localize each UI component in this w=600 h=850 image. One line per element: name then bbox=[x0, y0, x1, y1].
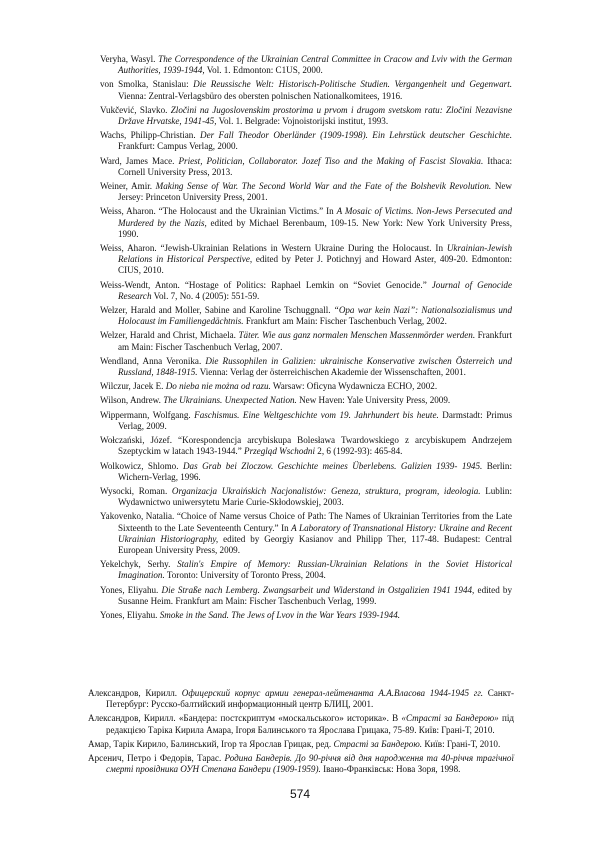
bibliography-entry bbox=[100, 54, 512, 76]
entry-details: Berlin: Wichern-Verlag, 1996. bbox=[118, 460, 513, 482]
entry-title: Täter. Wie aus ganz normalen Menschen Massenmörder werden. bbox=[238, 330, 476, 341]
entry-author: Vukčević, Slavko. bbox=[100, 104, 168, 115]
bibliography-entry bbox=[100, 511, 512, 556]
bibliography-entry bbox=[100, 461, 512, 483]
entry-author: Weiss-Wendt, Anton. “Hostage of Politics: Raphael Lemkin on “Soviet Genocide.” bbox=[100, 279, 427, 290]
entry-title: Die Russophilen in Galizien: ukrainische Konservative zwischen Österreich und Russland, 1848-1915. bbox=[118, 355, 512, 378]
bibliography-entry bbox=[100, 181, 512, 203]
bibliography-entry bbox=[88, 739, 514, 750]
entry-details: edited by Susanne Heim. Frankfurt am Main: Fischer Taschenbuch Verlag, 1999. bbox=[118, 584, 513, 606]
entry-author: Wolkowicz, Shlomo. bbox=[100, 460, 179, 471]
entry-author: Ward, James Mace. bbox=[100, 155, 175, 166]
entry-details: edited by Peter J. Potichnyj and Howard Aster, 409-20. Edmonton: CIUS, 2010. bbox=[118, 254, 512, 276]
bibliography-entry bbox=[100, 206, 512, 240]
entry-author: Weiss, Aharon. “Jewish-Ukrainian Relations in Western Ukraine During the Holocaust. In bbox=[100, 243, 443, 254]
entry-details: Darmstadt: Primus Verlag, 2009. bbox=[118, 409, 512, 431]
entry-details: Ithaca: Cornell University Press, 2013. bbox=[118, 155, 513, 177]
entry-title: Ukrainian-Jewish Relations in Historical Perspective, bbox=[118, 243, 513, 265]
bibliography-entry bbox=[100, 130, 512, 152]
bibliography-entry bbox=[100, 585, 512, 607]
entry-title: «Страсті за Бандерою» bbox=[401, 713, 499, 724]
entry-details: Vol. 1. Belgrade: Vojnoistorijski institut, 1993. bbox=[218, 116, 389, 127]
entry-author: Yakovenko, Natalia. “Choice of Name versus Choice of Path: The Names of Ukrainian Territories from the Late Sixteenth to the Late Seventeenth Century.” In bbox=[100, 511, 512, 533]
bibliography-entry bbox=[100, 243, 512, 277]
entry-author: Veryha, Wasyl. bbox=[100, 54, 156, 64]
bibliography-entry bbox=[100, 435, 512, 457]
page-number: 574 bbox=[289, 787, 311, 801]
bibliography-entry bbox=[100, 610, 512, 621]
entry-author: Wilczur, Jacek E. bbox=[100, 381, 164, 392]
entry-details: Vol. 7, No. 4 (2005): 551-59. bbox=[153, 290, 260, 301]
entry-author: Wippermann, Wolfgang. bbox=[100, 409, 191, 420]
entry-details: Vol. 1. Edmonton: C1US, 2000. bbox=[206, 65, 323, 76]
entry-title: The Ukrainians. Unexpected Nation. bbox=[163, 395, 297, 406]
entry-title: Przegląd Wschodni bbox=[244, 446, 316, 457]
entry-title: Das Grab bei Zloczow. Geschichte meines Überlebens. Galizien 1939- 1945. bbox=[182, 460, 483, 471]
entry-author: Welzer, Harald and Moller, Sabine and Karoline Tschuggnall. bbox=[100, 305, 331, 316]
entry-details: Івано-Франківськ: Нова Зоря, 1998. bbox=[323, 764, 461, 775]
bibliography-cyrillic bbox=[88, 688, 514, 778]
entry-details: edited by Georgiy Kasianov and Philipp Ther, 117-48. Budapest: Central European University Press, 2009. bbox=[118, 533, 512, 555]
entry-title: Stalin's Empire of Memory: Russian-Ukrainian Relations in the Soviet Historical Imagination. bbox=[118, 559, 512, 581]
entry-details: New Jersey: Princeton University Press, 2001. bbox=[118, 181, 512, 203]
entry-details: Vienna: Verlag der österreichischen Akademie der Wissenschaften, 2001. bbox=[199, 367, 466, 378]
entry-author: Weiner, Amir. bbox=[100, 181, 153, 192]
bibliography-entry bbox=[100, 356, 512, 378]
bibliography-entry bbox=[88, 713, 514, 735]
entry-details: edited by Michael Berenbaum, 109-15. New York: New York University Press, 1990. bbox=[118, 217, 512, 239]
entry-details: Toronto: University of Toronto Press, 2004. bbox=[166, 570, 326, 581]
entry-author: Welzer, Harald and Christ, Michaela. bbox=[100, 330, 236, 341]
entry-details: Frankfurt: Campus Verlag, 2000. bbox=[118, 141, 238, 152]
bibliography-entry bbox=[100, 305, 512, 327]
entry-title: Die Reussische Welt: Historisch-Politische Studien. Vergangenheit und Gegenwart. bbox=[193, 79, 513, 90]
entry-author: Арсенич, Петро і Федорів, Тарас. bbox=[88, 753, 222, 764]
entry-title: Страсті за Бандерою. bbox=[333, 738, 423, 749]
entry-title: Der Fall Theodor Oberländer (1909-1998). Ein Lehrstück deutscher Geschichte. bbox=[200, 130, 512, 141]
bibliography-entry bbox=[100, 280, 512, 302]
entry-author: Yones, Eliyahu. bbox=[100, 609, 158, 620]
bibliography-entry bbox=[88, 688, 514, 710]
entry-title: The Correspondence of the Ukrainian Central Committee in Cracow and Lviv with the German Authorities, 1939-1944, bbox=[118, 54, 512, 76]
bibliography-entry bbox=[100, 79, 512, 101]
entry-title: A Laboratory of Transnational History: Ukraine and Recent Ukrainian Historiography, bbox=[118, 522, 512, 544]
entry-author: Wilson, Andrew. bbox=[100, 395, 161, 406]
entry-author: Александров, Кирилл. «Бандера: постскриптум «москальського» историка». В bbox=[88, 713, 399, 724]
entry-details: New Haven: Yale University Press, 2009. bbox=[299, 395, 451, 406]
bibliography-entry bbox=[100, 156, 512, 178]
entry-details: під редакцією Таріка Кирила Амара, Ігоря Балинського та Ярослава Грицака, 75-89. Київ: Грані-Т, 2010. bbox=[106, 713, 514, 735]
entry-title: A Mosaic of Victims. Non-Jews Persecuted and Murdered by the Nazis, bbox=[118, 206, 512, 228]
entry-details: Frankfurt am Main: Fischer Taschenbuch Verlag, 2002. bbox=[245, 316, 447, 327]
entry-author: Wendland, Anna Veronika. bbox=[100, 355, 202, 366]
entry-details: Київ: Грані-Т, 2010. bbox=[424, 738, 501, 749]
entry-title: Organizacja Ukraińskich Nacjonalistów: Geneza, struktura, program, ideologia. bbox=[171, 485, 481, 496]
bibliography-entry bbox=[100, 410, 512, 432]
entry-author: Wachs, Philipp-Christian. bbox=[100, 130, 196, 141]
entry-details: Warsaw: Oficyna Wydawnicza ECHO, 2002. bbox=[272, 381, 438, 392]
bibliography-entry bbox=[100, 381, 512, 392]
entry-author: von Smolka, Stanislau: bbox=[100, 79, 189, 90]
entry-author: Yekelchyk, Serhy. bbox=[100, 559, 171, 570]
bibliography-entry bbox=[100, 105, 512, 127]
bibliography-entry bbox=[100, 486, 512, 508]
entry-title: Родина Бандерів. До 90-річчя від дня народження та 40-річчя трагічної смерті провідника ОУН Степана Бандери (1909-1959). bbox=[106, 753, 514, 775]
entry-title: Do niebа nie można od razu. bbox=[165, 381, 271, 392]
bibliography-entry bbox=[100, 395, 512, 406]
entry-author: Wołczański, Józef. “Korespondencja arcybiskupa Bolesława Twardowskiego z arcybiskupem Andrzejem Szeptyckim w latach 1943-1944.” bbox=[100, 435, 512, 457]
entry-details: Санкт-Петербург: Русско-балтийский информационный центр БЛИЦ, 2001. bbox=[106, 688, 515, 710]
entry-details: Frankfurt am Main: Fischer Taschenbuch Verlag, 2007. bbox=[118, 330, 512, 352]
entry-title: Making Sense of War. The Second World War and the Fate of the Bolshevik Revolution. bbox=[155, 181, 492, 192]
entry-author: Weiss, Aharon. “The Holocaust and the Ukrainian Victims.” In bbox=[100, 206, 334, 217]
entry-title: Офицерский корпус армии генерал-лейтенанта А.А.Власова 1944-1945 гг. bbox=[181, 688, 484, 698]
entry-author: Yones, Eliyahu. bbox=[100, 584, 159, 595]
entry-title: Zločini na Jugoslovenskim prostorima u prvom i drugom svetskom ratu: Zločini Nezavisne Države Hrvatske, 1941-45, bbox=[118, 104, 512, 127]
entry-title: Faschismus. Eine Weltgeschichte vom 19. Jahrhundert bis heute. bbox=[194, 409, 439, 420]
bibliography-entry bbox=[100, 559, 512, 581]
entry-title: Die Straße nach Lemberg. Zwangsarbeit und Widerstand in Ostgalizien 1941 1944, bbox=[161, 584, 475, 595]
entry-details: 2, 6 (1992-93): 465-84. bbox=[317, 446, 403, 457]
entry-author: Wysocki, Roman. bbox=[100, 485, 168, 496]
entry-details: Lublin: Wydawnictwo uniwersytetu Marie Curie-Skłodowskiej, 2003. bbox=[118, 485, 512, 508]
bibliography-entry bbox=[88, 753, 514, 775]
entry-title: Journal of Genocide Research bbox=[118, 279, 512, 301]
entry-author: Александров, Кирилл. bbox=[88, 688, 178, 698]
entry-title: “Opa war kein Nazi”: Nationalsozialismus und Holocaust im Familiengedächtnis. bbox=[118, 305, 512, 327]
entry-title: Smoke in the Sand. The Jews of Lvov in the War Years 1939-1944. bbox=[159, 609, 401, 620]
entry-title: Priest, Politician, Collaborator. Jozef Tiso and the Making of Fascist Slovakia. bbox=[178, 155, 484, 166]
bibliography-latin bbox=[100, 54, 512, 624]
entry-author: Амар, Тарік Кирило, Балинський, Ігор та Ярослав Грицак, ред. bbox=[88, 738, 332, 749]
entry-details: Vienna: Zentral-Verlagsbüro des obersten polnischen Nationalkomitees, 1916. bbox=[118, 90, 403, 101]
bibliography-entry bbox=[100, 330, 512, 352]
